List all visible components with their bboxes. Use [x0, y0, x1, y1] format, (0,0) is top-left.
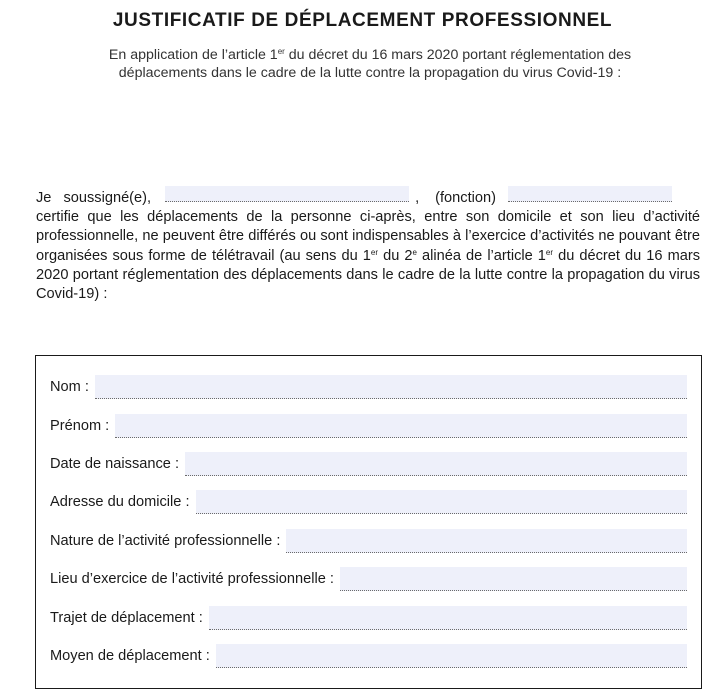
signatory-function-field[interactable] [508, 186, 672, 202]
form-row-lieu-exercice [50, 566, 687, 592]
form-row-prenom [50, 413, 687, 439]
person-details-form [35, 355, 702, 689]
comma: , [415, 190, 420, 206]
legal-reference [40, 46, 700, 82]
lieu-exercice-field[interactable] [340, 567, 687, 591]
trajet-deplacement-field[interactable] [209, 606, 687, 630]
nature-activite-field[interactable] [286, 529, 687, 553]
attestation-signatory-line [36, 186, 700, 208]
legal-reference-line-2: déplacements dans le cadre de la lutte contre la propagation du virus Covid-19 : [118, 65, 622, 81]
field-label: Nom : [50, 379, 89, 395]
moyen-deplacement-field[interactable] [216, 644, 687, 668]
field-label: Prénom : [50, 418, 110, 434]
signatory-prefix: Je soussigné(e), [36, 190, 152, 206]
superscript: er [545, 247, 554, 257]
fonction-label: (fonction) [435, 190, 496, 206]
field-label: Trajet de déplacement : [50, 610, 203, 626]
field-label: Adresse du domicile : [50, 494, 190, 510]
form-row-nature-activite [50, 528, 687, 554]
superscript: er [370, 247, 379, 257]
attestation-text: alinéa de l’article 1 [416, 247, 546, 264]
date-naissance-field[interactable] [185, 452, 687, 476]
superscript: er [277, 47, 285, 56]
prenom-field[interactable] [115, 414, 687, 438]
attestation-text: du décret du 16 mars 2020 portant réglementation des déplacements dans le cadre de la lutte contre la propagation du virus Covid-19) : [36, 247, 700, 303]
attestation-paragraph [36, 186, 700, 304]
form-row-trajet [50, 605, 687, 631]
signatory-name-field[interactable] [165, 186, 409, 202]
superscript: e [412, 247, 417, 257]
nom-field[interactable] [95, 375, 687, 399]
attestation-text: certifie que les déplacements de la personne ci-après, entre son domicile et son lieu d’activité professionnelle, ne peuvent être différés ou sont indispensables à l’exercice d’activités ne pouvant être organisées sous forme de télétravail (au sens du 1 [36, 209, 700, 264]
form-row-date-naissance [50, 451, 687, 477]
form-row-adresse [50, 489, 687, 515]
attestation-body [36, 208, 700, 304]
field-label: Moyen de déplacement : [50, 648, 210, 664]
legal-reference-line-1 [40, 46, 700, 64]
field-label: Nature de l’activité professionnelle : [50, 533, 281, 549]
form-row-nom [50, 374, 687, 400]
field-label: Lieu d’exercice de l’activité professionnelle : [50, 571, 334, 587]
document-title: JUSTIFICATIF DE DÉPLACEMENT PROFESSIONNEL [112, 10, 613, 31]
attestation-text: du 2 [378, 247, 413, 264]
field-label: Date de naissance : [50, 456, 179, 472]
form-row-moyen [50, 643, 687, 669]
legal-reference-text: En application de l’article 1 [108, 47, 278, 63]
adresse-domicile-field[interactable] [196, 490, 687, 514]
legal-reference-text: du décret du 16 mars 2020 portant réglementation des [284, 47, 632, 63]
